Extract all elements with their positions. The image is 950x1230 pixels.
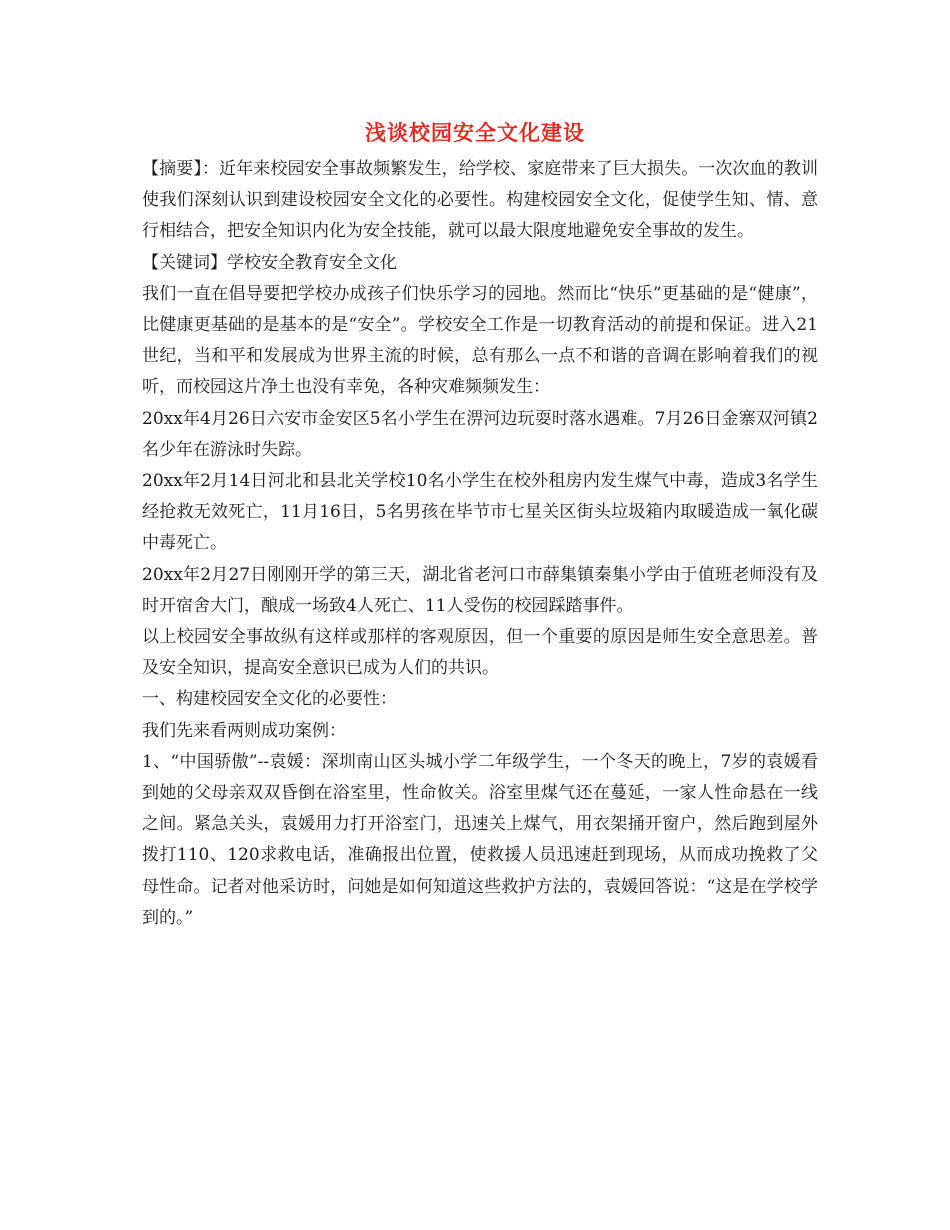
body-paragraph: 我们一直在倡导要把学校办成孩子们快乐学习的园地。然而比“快乐”更基础的是“健康”，比健康更基础的是基本的是“安全”。学校安全工作是一切教育活动的前提和保证。进入21世纪，当和平和发展成为世界主流的时候，总有那么一点不和谐的音调在影响着我们的视听，而校园这片净土也没有幸免，各种灾难频频发生：	[142, 283, 818, 398]
body-paragraph: 20xx年4月26日六安市金安区5名小学生在淠河边玩耍时落水遇难。7月26日金寨双河镇2名少年在游泳时失踪。	[142, 408, 818, 460]
document-body	[142, 154, 818, 934]
body-paragraph: 我们先来看两则成功案例：	[142, 720, 346, 741]
case-paragraph: 1、“中国骄傲”--袁媛：深圳南山区头城小学二年级学生，一个冬天的晚上，7岁的袁媛看到她的父母亲双双昏倒在浴室里，性命攸关。浴室里煤气还在蔓延，一家人性命悬在一线之间。紧急关头，袁媛用力打开浴室门，迅速关上煤气，用衣架捅开窗户，然后跑到屋外拨打110、120求救电话，准确报出位置，使救援人员迅速赶到现场，从而成功挽救了父母性命。记者对他采访时，问她是如何知道这些救护方法的，袁媛回答说：“这是在学校学到的。”	[142, 751, 818, 928]
body-paragraph: 20xx年2月27日刚刚开学的第三天，湖北省老河口市薛集镇秦集小学由于值班老师没有及时开宿舍大门，酿成一场致4人死亡、11人受伤的校园踩踏事件。	[142, 564, 818, 616]
keywords-paragraph: 【关键词】学校安全教育安全文化	[142, 252, 397, 273]
body-paragraph: 20xx年2月14日河北和县北关学校10名小学生在校外租房内发生煤气中毒，造成3名学生经抢救无效死亡，11月16日，5名男孩在毕节市七星关区街头垃圾箱内取暖造成一氧化碳中毒死亡。	[142, 471, 818, 554]
abstract-paragraph: 【摘要】：近年来校园安全事故频繁发生，给学校、家庭带来了巨大损失。一次次血的教训使我们深刻认识到建设校园安全文化的必要性。构建校园安全文化，促使学生知、情、意行相结合，把安全知识内化为安全技能，就可以最大限度地避免安全事故的发生。	[142, 159, 818, 242]
document-title: 浅谈校园安全文化建设	[365, 120, 585, 145]
section-heading: 一、构建校园安全文化的必要性：	[142, 689, 397, 710]
body-paragraph: 以上校园安全事故纵有这样或那样的客观原因，但一个重要的原因是师生安全意思差。普及安全知识，提高安全意识已成为人们的共识。	[142, 627, 818, 679]
